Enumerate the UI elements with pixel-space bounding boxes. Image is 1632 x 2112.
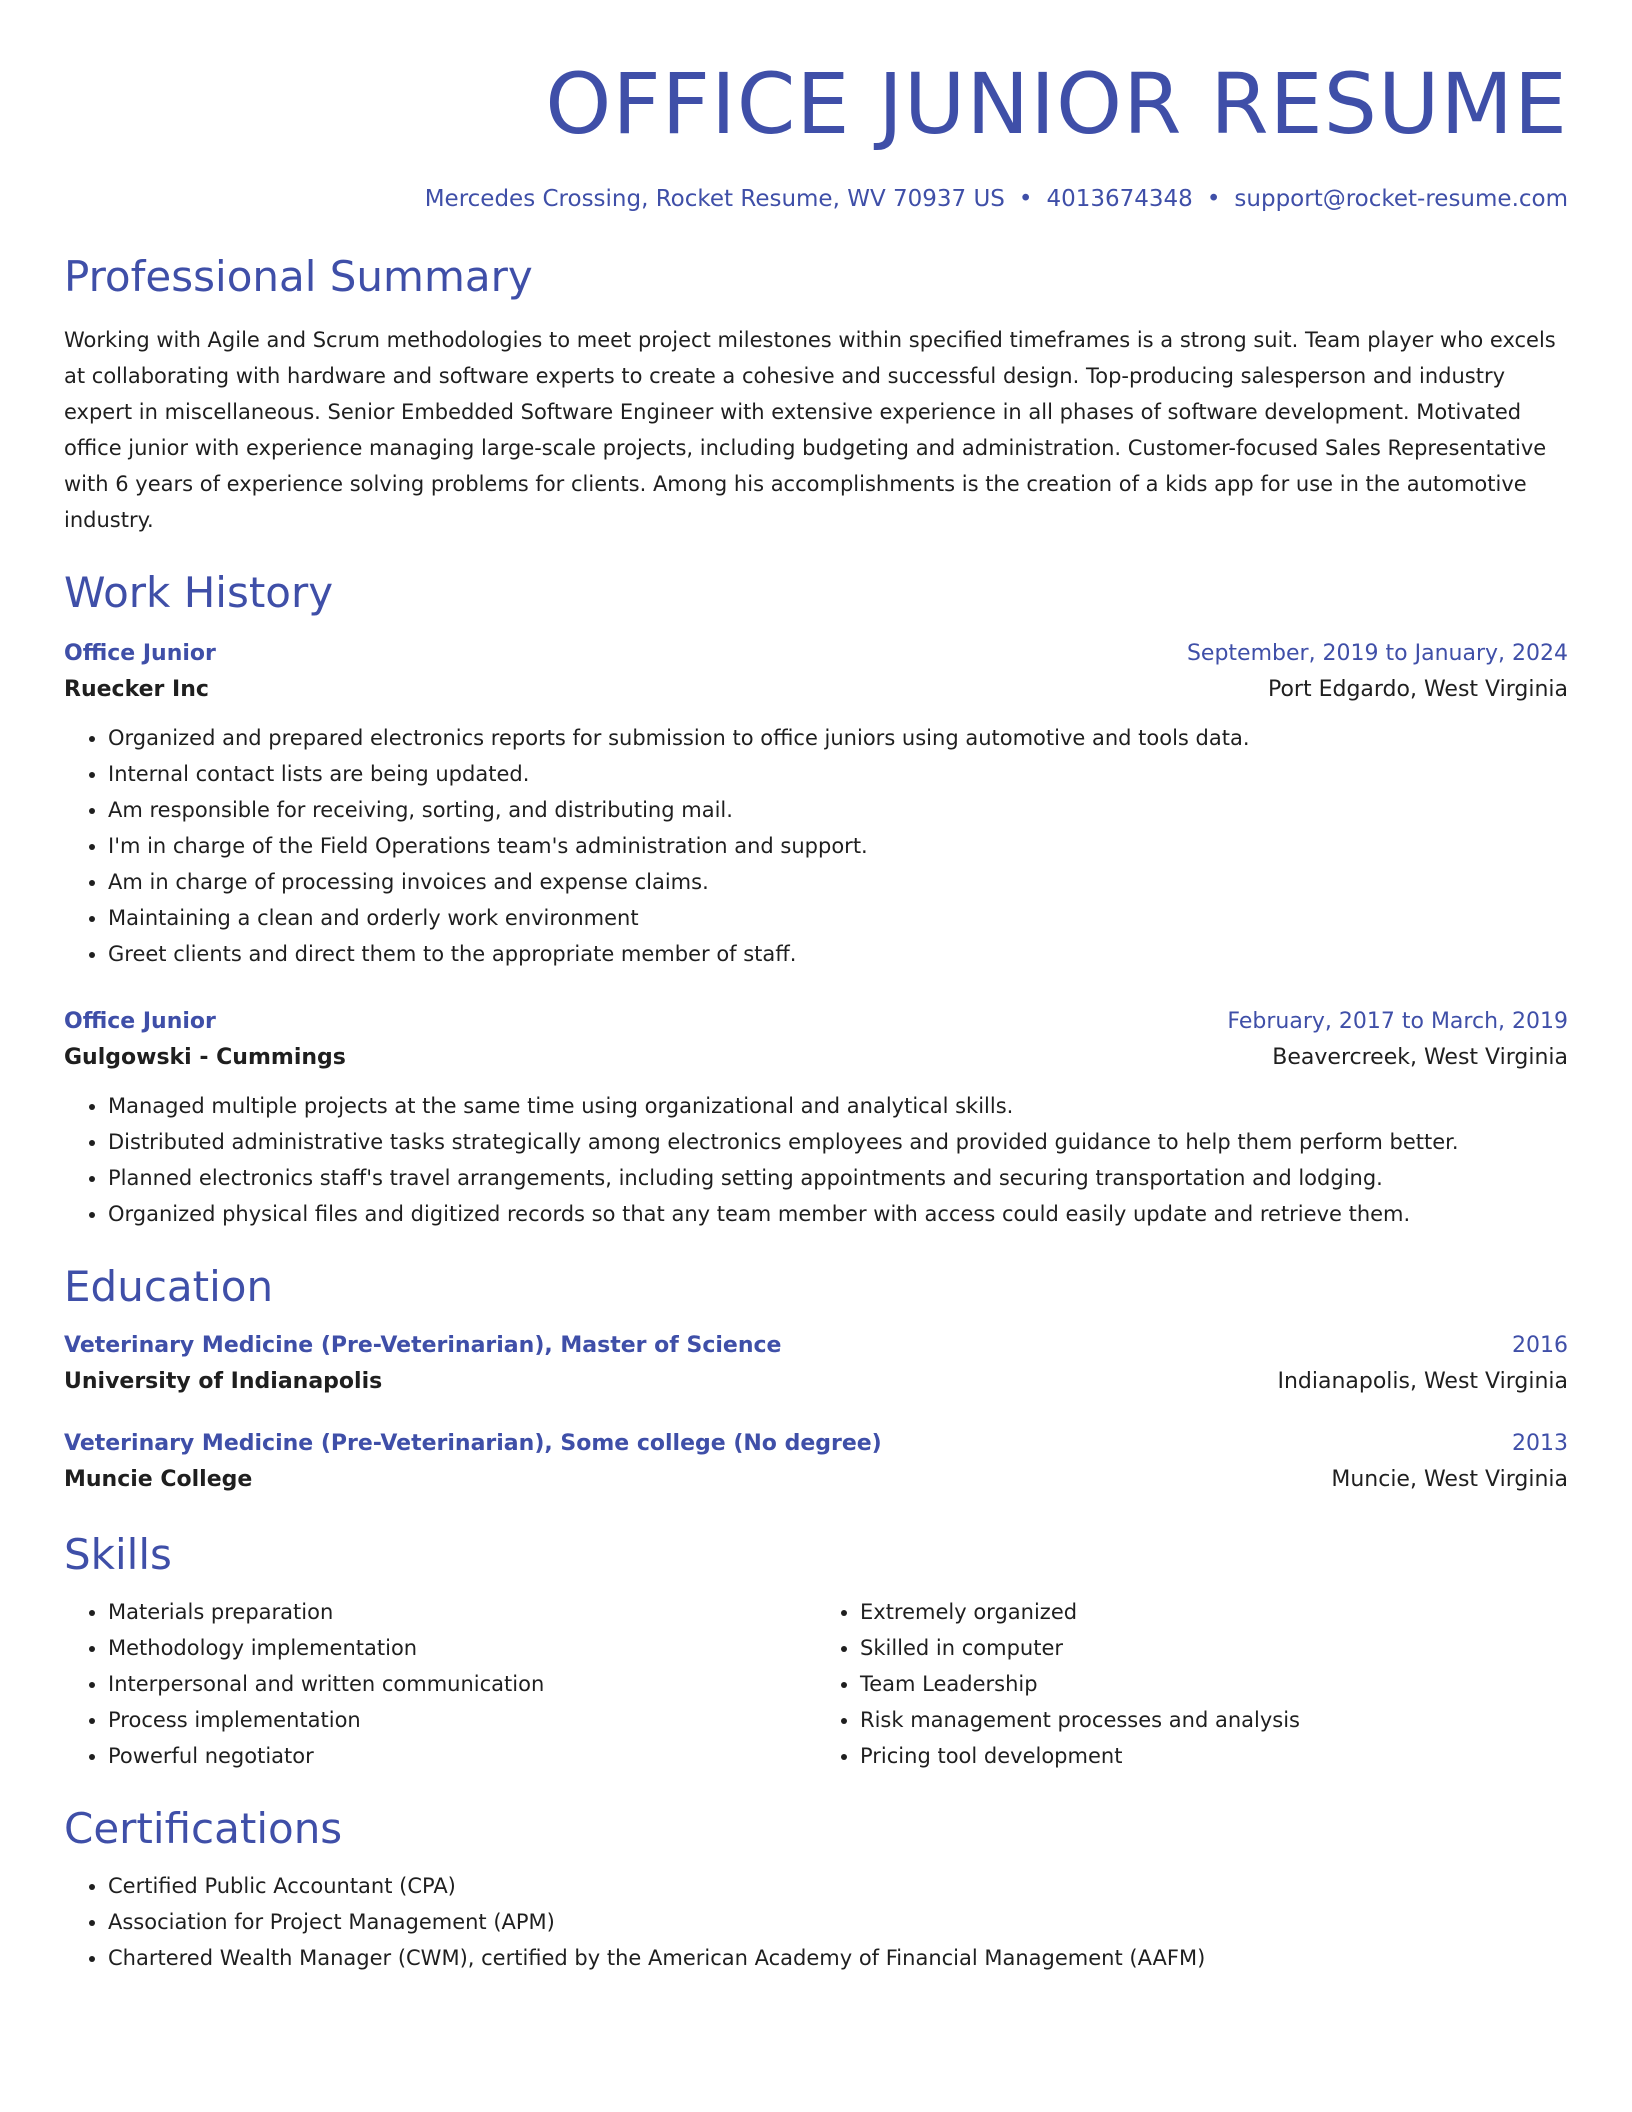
job-bullet: • Internal contact lists are being updated.	[108, 756, 1568, 792]
education-location: Indianapolis, West Virginia	[1277, 1369, 1568, 1394]
skill-item: • Extremely organized	[860, 1594, 1568, 1630]
resume-title: OFFICE JUNIOR RESUME	[545, 55, 1568, 153]
education-entry	[64, 1428, 1568, 1500]
skill-item: • Materials preparation	[108, 1594, 816, 1630]
job-company: Ruecker Inc	[64, 677, 209, 702]
skills-section	[64, 1530, 1568, 1774]
skills-columns	[64, 1594, 1568, 1774]
education-location: Muncie, West Virginia	[1331, 1467, 1568, 1492]
skill-item: • Risk management processes and analysis	[860, 1702, 1568, 1738]
skills-heading: Skills	[64, 1530, 172, 1579]
job-bullet: • I'm in charge of the Field Operations team's administration and support.	[108, 828, 1568, 864]
job-role: Office Junior	[64, 641, 216, 666]
job-role: Office Junior	[64, 1009, 216, 1034]
job-company: Gulgowski - Cummings	[64, 1045, 346, 1070]
job-bullet: • Greet clients and direct them to the appropriate member of staff.	[108, 936, 1568, 972]
contact-phone[interactable]: 4013674348	[1046, 186, 1193, 212]
certifications-heading: Certifications	[64, 1804, 343, 1853]
skills-list-left	[64, 1594, 816, 1774]
resume-header	[64, 56, 1568, 214]
job-bullet: • Organized physical files and digitized records so that any team member with access could easily update and retrieve them.	[108, 1196, 1568, 1232]
education-degree: Veterinary Medicine (Pre-Veterinarian), Some college (No degree)	[64, 1431, 882, 1456]
education-school: Muncie College	[64, 1467, 253, 1492]
job-location: Port Edgardo, West Virginia	[1267, 677, 1568, 702]
job-bullets	[64, 1088, 1568, 1232]
skill-item: • Team Leadership	[860, 1666, 1568, 1702]
job-entry	[64, 1006, 1568, 1232]
certifications-section	[64, 1804, 1568, 1976]
certification-item: • Chartered Wealth Manager (CWM), certified by the American Academy of Financial Management (AAFM)	[108, 1940, 1568, 1976]
skill-item: • Methodology implementation	[108, 1630, 816, 1666]
education-heading: Education	[64, 1262, 274, 1311]
certification-item: • Certified Public Accountant (CPA)	[108, 1868, 1568, 1904]
job-bullet: • Am responsible for receiving, sorting, and distributing mail.	[108, 792, 1568, 828]
summary-heading: Professional Summary	[64, 252, 533, 301]
job-period: September, 2019 to January, 2024	[1186, 641, 1568, 666]
education-year: 2016	[1512, 1333, 1568, 1358]
job-entry	[64, 638, 1568, 972]
job-bullet: • Am in charge of processing invoices and expense claims.	[108, 864, 1568, 900]
education-entry	[64, 1330, 1568, 1402]
job-bullet: • Managed multiple projects at the same time using organizational and analytical skills.	[108, 1088, 1568, 1124]
job-bullet: • Organized and prepared electronics reports for submission to office juniors using automotive and tools data.	[108, 720, 1568, 756]
education-section	[64, 1262, 1568, 1500]
education-degree: Veterinary Medicine (Pre-Veterinarian), Master of Science	[64, 1333, 782, 1358]
job-location: Beavercreek, West Virginia	[1272, 1045, 1568, 1070]
certifications-list	[64, 1868, 1568, 1976]
education-school: University of Indianapolis	[64, 1369, 383, 1394]
contact-email[interactable]: support@rocket-resume.com	[1234, 186, 1568, 212]
job-bullet: • Distributed administrative tasks strategically among electronics employees and provided guidance to help them perform better.	[108, 1124, 1568, 1160]
skill-item: • Process implementation	[108, 1702, 816, 1738]
job-bullets	[64, 720, 1568, 972]
contact-address: Mercedes Crossing, Rocket Resume, WV 70937 US	[424, 186, 1005, 212]
job-period: February, 2017 to March, 2019	[1227, 1009, 1568, 1034]
summary-text: Working with Agile and Scrum methodologies to meet project milestones within specified timeframes is a strong suit. Team player who excels at collaborating with hardware and software experts to create a cohesive and successful design. Top-producing salesperson and industry expert in miscellaneous. Senior Embedded Software Engineer with extensive experience in all phases of software development. Motivated office junior with experience managing large-scale projects, including budgeting and administration. Customer-focused Sales Representative with 6 years of experience solving problems for clients. Among his accomplishments is the creation of a kids app for use in the automotive industry.	[64, 328, 1556, 532]
job-bullet: • Maintaining a clean and orderly work environment	[108, 900, 1568, 936]
contact-separator: •	[1206, 186, 1221, 212]
skill-item: • Pricing tool development	[860, 1738, 1568, 1774]
work-history-heading: Work History	[64, 568, 334, 617]
education-year: 2013	[1512, 1431, 1568, 1456]
contact-separator: •	[1018, 186, 1033, 212]
skill-item: • Powerful negotiator	[108, 1738, 816, 1774]
certification-item: • Association for Project Management (APM)	[108, 1904, 1568, 1940]
summary-section	[64, 252, 1568, 538]
skill-item: • Skilled in computer	[860, 1630, 1568, 1666]
skills-list-right	[816, 1594, 1568, 1774]
work-history-section	[64, 568, 1568, 1232]
skill-item: • Interpersonal and written communication	[108, 1666, 816, 1702]
contact-line	[64, 184, 1568, 214]
job-bullet: • Planned electronics staff's travel arrangements, including setting appointments and securing transportation and lodging.	[108, 1160, 1568, 1196]
